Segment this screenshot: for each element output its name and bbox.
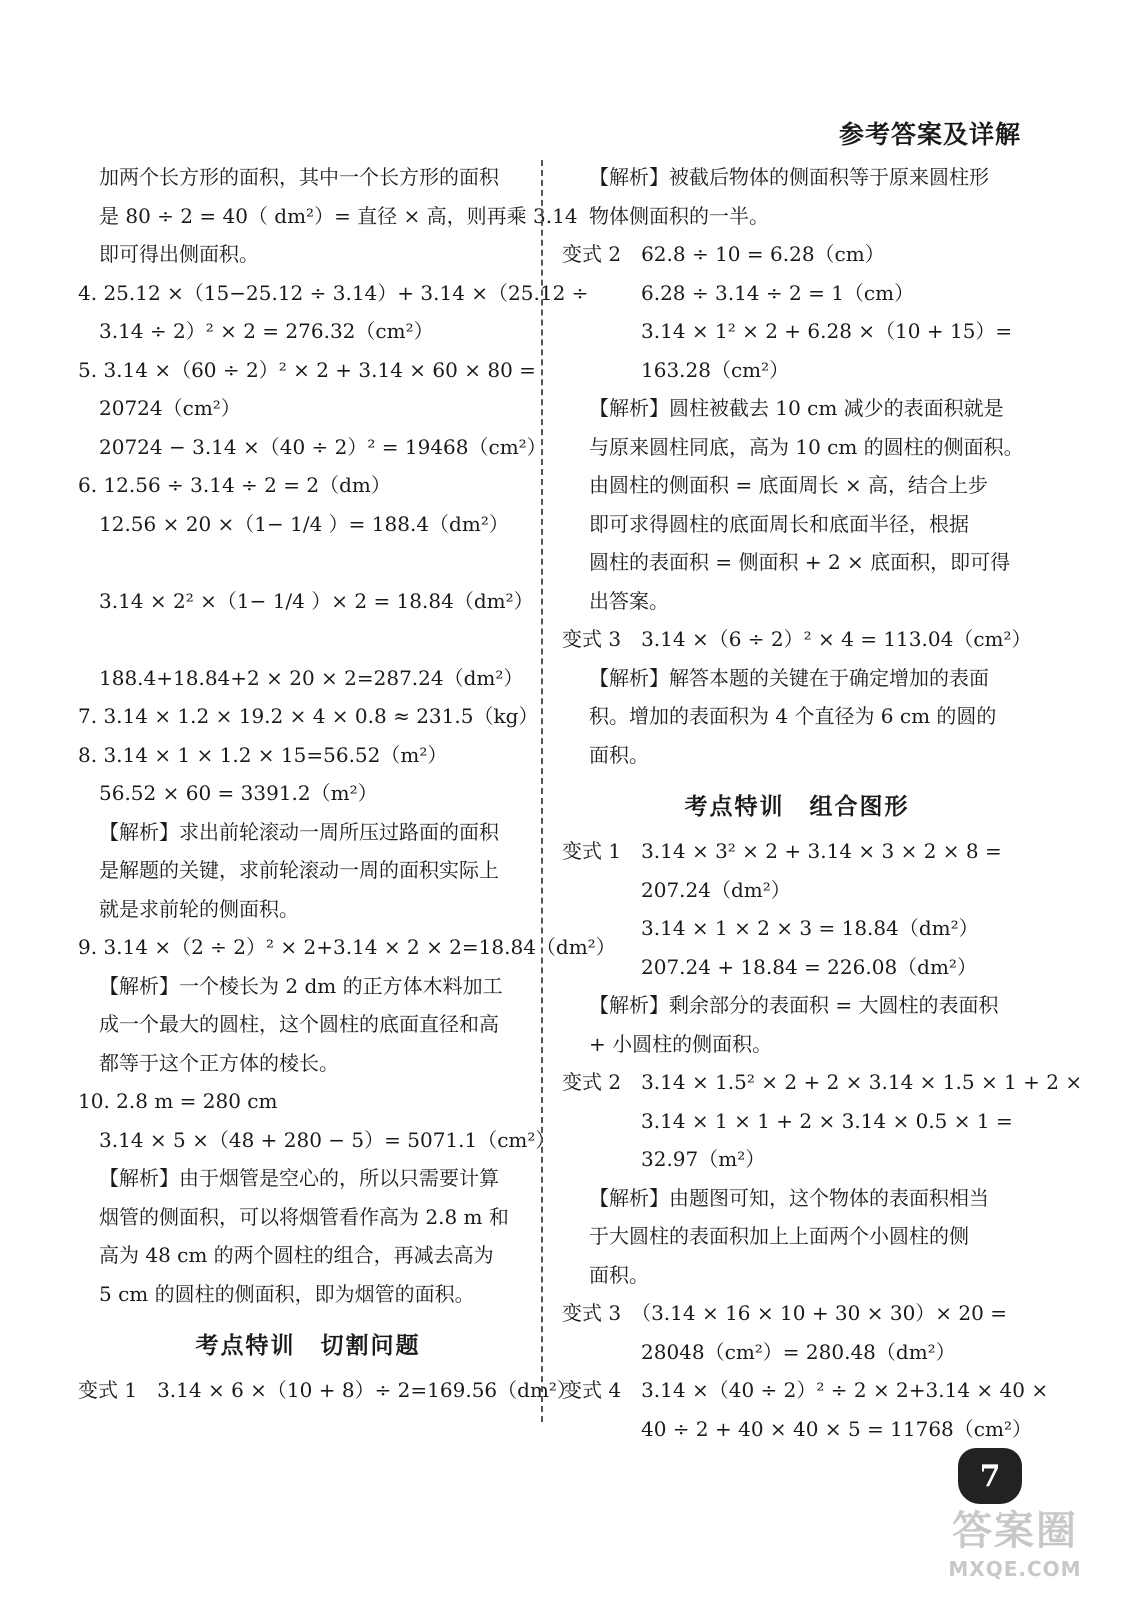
text-line: 207.24（dm²）: [641, 877, 791, 902]
page-header-title: 参考答案及详解: [838, 120, 1021, 149]
text-line: 物体侧面积的一半。: [589, 203, 769, 228]
combined-section-lines: [562, 832, 1083, 1448]
text-line: 9. 3.14 ×（2 ÷ 2）² × 2+3.14 × 2 × 2=18.84（dm²）: [78, 935, 616, 959]
text-line: + 小圆柱的侧面积。: [589, 1031, 773, 1056]
text-line: 3.14 × 1 × 2 × 3 = 18.84（dm²）: [641, 916, 979, 940]
text-line: 变式 4 3.14 ×（40 ÷ 2）² ÷ 2 × 2+3.14 × 40 ×: [562, 1378, 1049, 1402]
text-line: 【解析】被截后物体的侧面积等于原来圆柱形: [589, 165, 989, 189]
text-line: 【解析】由题图可知，这个物体的表面积相当: [589, 1185, 989, 1210]
text-line: 3.14 × 1² × 2 + 6.28 ×（10 + 15）=: [641, 319, 1013, 343]
text-line: 7. 3.14 × 1.2 × 19.2 × 4 × 0.8 ≈ 231.5（kg）: [78, 704, 539, 728]
text-line: 【解析】解答本题的关键在于确定增加的表面: [589, 665, 989, 690]
text-line: 4. 25.12 ×（15−25.12 ÷ 3.14）+ 3.14 ×（25.12 ÷: [78, 280, 589, 305]
text-line: 积。增加的表面积为 4 个直径为 6 cm 的圆的: [589, 704, 997, 728]
text-line: 由圆柱的侧面积 = 底面周长 × 高，结合上步: [589, 473, 988, 497]
text-line: 56.52 × 60 = 3391.2（m²）: [99, 781, 378, 805]
text-line: 5 cm 的圆柱的侧面积，即为烟管的面积。: [99, 1281, 475, 1306]
text-line: 面积。: [589, 742, 649, 767]
text-line: 变式 1 3.14 × 3² × 2 + 3.14 × 3 × 2 × 8 =: [562, 839, 1002, 863]
text-line: 出答案。: [589, 588, 669, 613]
cutting-section-lines: [78, 1371, 577, 1410]
text-line: 变式 1 3.14 × 6 ×（10 + 8）÷ 2=169.56（dm²）: [78, 1378, 577, 1402]
right-answer-lines: [562, 158, 1032, 774]
text-line: 圆柱的表面积 = 侧面积 + 2 × 底面积，即可得: [589, 550, 1011, 574]
page-number-badge: [958, 1448, 1022, 1504]
text-line: 20724（cm²）: [99, 396, 241, 420]
text-line: 8. 3.14 × 1 × 1.2 × 15=56.52（m²）: [78, 742, 448, 767]
text-line: 207.24 + 18.84 = 226.08（dm²）: [641, 954, 977, 979]
text-line: 【解析】一个棱长为 2 dm 的正方体木料加工: [99, 973, 503, 998]
text-line: 与原来圆柱同底，高为 10 cm 的圆柱的侧面积。: [589, 434, 1024, 459]
section-title-combined-shapes: 考点特训 组合图形: [684, 793, 910, 820]
text-line: 6. 12.56 ÷ 3.14 ÷ 2 = 2（dm）: [78, 473, 391, 497]
text-line: 40 ÷ 2 + 40 × 40 × 5 = 11768（cm²）: [641, 1416, 1032, 1441]
text-line: 变式 3 （3.14 × 16 × 10 + 30 × 30）× 20 =: [562, 1301, 1007, 1325]
text-line: 3.14 × 1 × 1 + 2 × 3.14 × 0.5 × 1 =: [641, 1108, 1013, 1133]
text-line: 都等于这个正方体的棱长。: [99, 1050, 339, 1075]
text-line: 【解析】求出前轮滚动一周所压过路面的面积: [99, 819, 499, 844]
text-line: [78, 543, 538, 582]
text-line: 20724 − 3.14 ×（40 ÷ 2）² = 19468（cm²）: [99, 434, 547, 459]
text-line: 32.97（m²）: [641, 1147, 766, 1171]
text-line: 3.14 ÷ 2）² × 2 = 276.32（cm²）: [99, 319, 434, 343]
text-line: 12.56 × 20 ×（1− 1/4 ）= 188.4（dm²）: [99, 511, 509, 536]
text-line: 163.28（cm²）: [641, 357, 790, 382]
text-line: [78, 620, 538, 659]
text-line: 是解题的关键，求前轮滚动一周的面积实际上: [99, 858, 499, 882]
text-line: 28048（cm²）= 280.48（dm²）: [641, 1339, 956, 1364]
text-line: 3.14 × 2² ×（1− 1/4 ）× 2 = 18.84（dm²）: [99, 588, 534, 613]
text-line: 成一个最大的圆柱，这个圆柱的底面直径和高: [99, 1012, 499, 1036]
text-line: 即可得出侧面积。: [99, 242, 259, 266]
text-line: 【解析】剩余部分的表面积 = 大圆柱的表面积: [589, 993, 999, 1017]
text-line: 变式 2 3.14 × 1.5² × 2 + 2 × 3.14 × 1.5 × 1 + 2 ×: [562, 1070, 1083, 1094]
text-line: 188.4+18.84+2 × 20 × 2=287.24（dm²）: [99, 665, 524, 690]
text-line: 变式 2 62.8 ÷ 10 = 6.28（cm）: [562, 242, 885, 266]
right-column: [562, 158, 1083, 1448]
page-number: 7: [979, 1458, 1001, 1494]
column-divider: [541, 160, 543, 1422]
section-title-cutting: 考点特训 切割问题: [195, 1332, 421, 1359]
text-line: 5. 3.14 ×（60 ÷ 2）² × 2 + 3.14 × 60 × 80 =: [78, 357, 536, 382]
text-line: 变式 3 3.14 ×（6 ÷ 2）² × 4 = 113.04（cm²）: [562, 627, 1032, 651]
left-column: [78, 158, 616, 1410]
watermark-url: MXQE.COM: [948, 1557, 1082, 1581]
text-line: 【解析】圆柱被截去 10 cm 减少的表面积就是: [589, 396, 1004, 420]
watermark-logo: [925, 1506, 1105, 1590]
text-line: 是 80 ÷ 2 = 40（ dm²）= 直径 × 高，则再乘 3.14: [99, 203, 578, 228]
text-line: 3.14 × 5 ×（48 + 280 − 5）= 5071.1（cm²）: [99, 1127, 556, 1152]
text-line: 就是求前轮的侧面积。: [99, 896, 299, 921]
left-answer-lines: [78, 158, 616, 1313]
watermark-text: 答案圈: [952, 1508, 1078, 1554]
text-line: 高为 48 cm 的两个圆柱的组合，再减去高为: [99, 1243, 494, 1267]
text-line: 加两个长方形的面积，其中一个长方形的面积: [99, 165, 499, 189]
text-line: 6.28 ÷ 3.14 ÷ 2 = 1（cm）: [641, 280, 915, 305]
text-line: 即可求得圆柱的底面周长和底面半径，根据: [589, 511, 969, 536]
text-line: 10. 2.8 m = 280 cm: [78, 1089, 278, 1113]
text-line: 面积。: [589, 1262, 649, 1287]
text-line: 【解析】由于烟管是空心的，所以只需要计算: [99, 1166, 499, 1190]
text-line: 于大圆柱的表面积加上上面两个小圆柱的侧: [589, 1224, 969, 1248]
text-line: 烟管的侧面积，可以将烟管看作高为 2.8 m 和: [99, 1204, 509, 1229]
